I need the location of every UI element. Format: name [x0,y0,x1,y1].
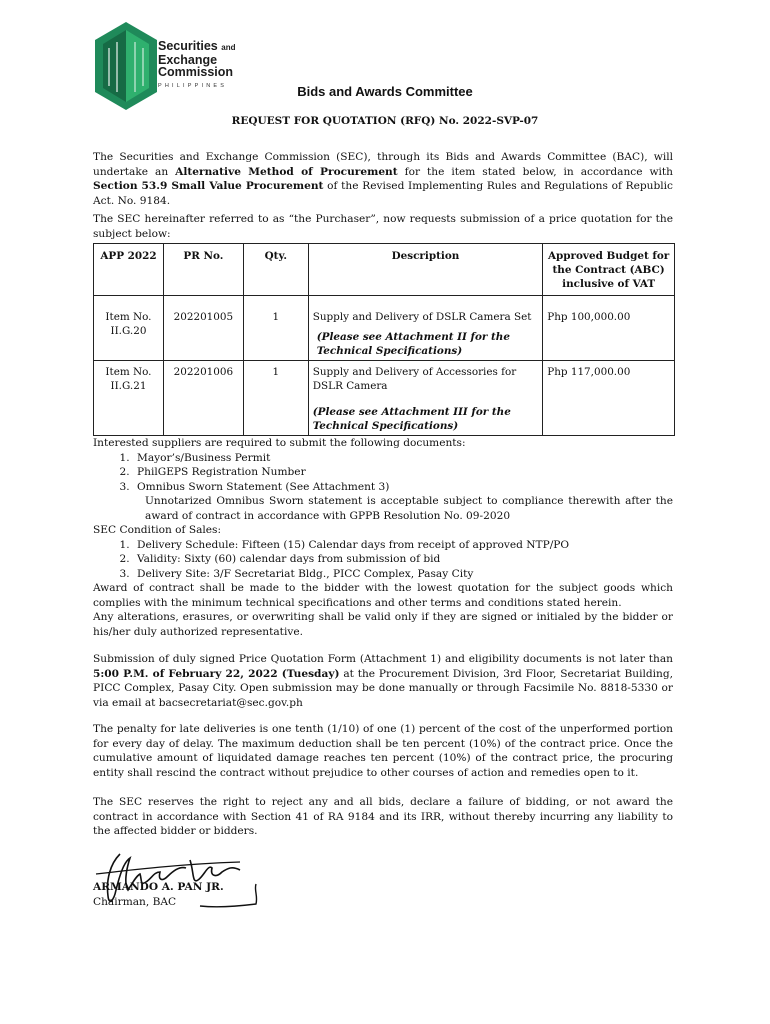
signatory-name: ARMANDO A. PAN JR. [93,881,224,893]
cell-pr: 202201006 [163,361,243,436]
cell-desc: Supply and Delivery of Accessories for DSLR Camera (Please see Attachment III for the Technical Specifications) [308,361,542,436]
logo-wordmark: Securities and Exchange Commission PHILIPPINES [158,39,236,89]
items-table [93,243,675,436]
table-row [94,361,675,436]
cell-qty: 1 [243,361,308,436]
list-item: 1. Mayor’s/Business Permit [133,451,673,466]
list-item: 3. Delivery Site: 3/F Secretariat Bldg., PICC Complex, Pasay City [133,567,673,582]
header-pr: PR No. [163,244,243,296]
purchaser-paragraph: The SEC hereinafter referred to as “the Purchaser”, now requests submission of a price quotation for the subject below: [93,213,673,240]
table-row [94,296,675,361]
header-app: APP 2022 [94,244,164,296]
reserve-paragraph: The SEC reserves the right to reject any and all bids, declare a failure of bidding, or not award the contract in accordance with Section 41 of RA 9184 and its IRR, without thereby incurring any liability to the affected bidder or bidders. [93,796,673,837]
omnibus-note: Unnotarized Omnibus Sworn statement is acceptable subject to compliance therewith after the award of contract in accordance with GPPB Resolution No. 09-2020 [145,495,673,522]
submission-paragraph: Submission of duly signed Price Quotation Form (Attachment 1) and eligibility documents is not later than 5:00 P.M. of February 22, 2022 (Tuesday) at the Procurement Division, 3rd Floor, Secretariat Building, PICC Complex, Pasay City. Open submission may be done manually or through Facsimile No. 8818-5330 or via email at bacsecretariat@sec.gov.ph [93,653,673,709]
cell-note: (Please see Attachment II for the Technical Specifications) [316,331,510,357]
penalty-paragraph: The penalty for late deliveries is one tenth (1/10) of one (1) percent of the cost of the unperformed portion for every day of delay. The maximum deduction shall be ten percent (10%) of the contract price. Once the cumulative amount of liquidated damage reaches ten percent (10%) of the contract price, the procuring entity shall rescind the contract without prejudice to other courses of action and remedies open to it. [93,723,673,779]
header-desc: Description [308,244,542,296]
list-item: 2. Validity: Sixty (60) calendar days from submission of bid [133,552,673,567]
cell-qty: 1 [243,296,308,361]
header-abc: Approved Budget for the Contract (ABC) inclusive of VAT [543,244,675,296]
documents-section: Interested suppliers are required to submit the following documents: 1. Mayor’s/Business Permit 2. PhilGEPS Registration Number 3. Omnibus Sworn Statement (See Attachment 3) Unnotarized Omnibus Sworn statement is acceptable subject to compliance therewith after the award of contract in accordance with GPPB Resolution No. 09-2020 SEC Condition of Sales: 1. Delivery Schedule: Fifteen (15) Calendar days from receipt of approved NTP/PO 2. Validity: Sixty (60) calendar days from submission of bid 3. Delivery Site: 3/F Secretariat Bldg., PICC Complex, Pasay City Award of contract shall be made to the bidder with the lowest quotation for the subject goods which complies with the minimum technical specifications and other terms and conditions stated herein. Any alterations, erasures, or overwriting shall be valid only if they are signed or initialed by the bidder or his/her duly authorized representative. [93,436,673,639]
intro-paragraph: The Securities and Exchange Commission (SEC), through its Bids and Awards Committee (BAC), will undertake an Alternative Method of Procurement for the item stated below, in accordance with Section 53.9 Small Value Procurement of the Revised Implementing Rules and Regulations of Republic Act. No. 9184. [93,151,673,207]
cell-abc: Php 100,000.00 [543,296,675,361]
alterations-paragraph: Any alterations, erasures, or overwriting shall be valid only if they are signed or initialed by the bidder or his/her duly authorized representative. [93,611,673,638]
cell-abc: Php 117,000.00 [543,361,675,436]
cell-item: Item No. II.G.21 [94,361,164,436]
rfq-title: REQUEST FOR QUOTATION (RFQ) No. 2022-SVP-07 [231,115,539,127]
list-item: 1. Delivery Schedule: Fifteen (15) Calendar days from receipt of approved NTP/PO [133,538,673,553]
signatory-title: Chairman, BAC [93,896,177,908]
cell-item: Item No. II.G.20 [94,296,164,361]
signatory-block [93,880,224,910]
cell-pr: 202201005 [163,296,243,361]
cell-note: (Please see Attachment III for the Technical Specifications) [312,406,511,432]
list-item: 2. PhilGEPS Registration Number [133,465,673,480]
award-paragraph: Award of contract shall be made to the bidder with the lowest quotation for the subject goods which complies with the minimum technical specifications and other terms and conditions stated herein. [93,582,673,609]
cell-desc: Supply and Delivery of DSLR Camera Set (Please see Attachment II for the Technical Specifications) [308,296,542,361]
header-qty: Qty. [243,244,308,296]
committee-title: Bids and Awards Committee [297,84,473,99]
list-item: 3. Omnibus Sworn Statement (See Attachment 3) [133,480,673,495]
table-header-row [94,244,675,296]
